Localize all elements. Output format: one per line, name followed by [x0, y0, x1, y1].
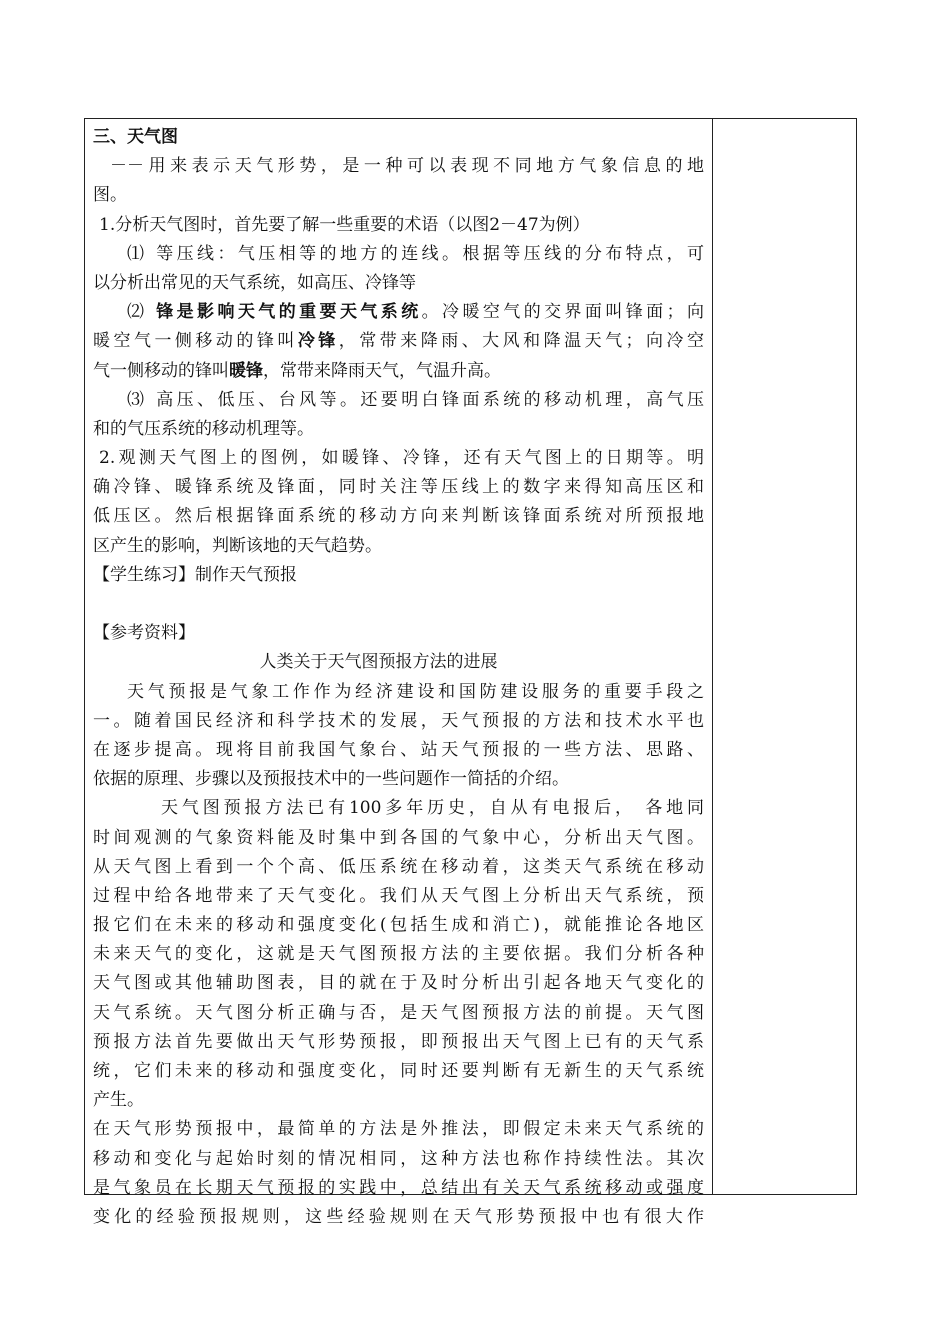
- reference-p2-line-10: 统，它们未来的移动和强度变化，同时还要判断有无新生的天气系统: [93, 1061, 704, 1081]
- student-practice-label: 【学生练习】制作天气预报: [93, 564, 297, 585]
- reference-p2-line-5: 报它们在未来的移动和强度变化(包括生成和消亡)，就能推论各地区: [93, 915, 704, 936]
- point1-item2-line-2: [93, 327, 704, 356]
- item2-l3-text-a: 气一侧移动的锋叫: [93, 360, 229, 381]
- reference-p2-line-3: 从天气图上看到一个个高、低压系统在移动着，这类天气系统在移动: [93, 856, 704, 877]
- item2-rest: 。冷暖空气的交界面叫锋面；向: [421, 302, 705, 323]
- reference-p2-line-7: 天气图或其他辅助图表，目的就在于及时分析出引起各地天气变化的: [93, 973, 704, 994]
- reference-p3-line-2: 移动和变化与起始时刻的情况相同，这种方法也称作持续性法。其次: [93, 1148, 704, 1169]
- notes-column-cell: [713, 119, 856, 1194]
- point1-item1-line-1: ⑴ 等压线：气压相等的地方的连线。根据等压线的分布特点，可: [127, 243, 704, 264]
- reference-p1-line-1: 天气预报是气象工作作为经济建设和国防建设服务的重要手段之: [127, 681, 704, 702]
- item2-number: ⑵: [127, 302, 157, 323]
- point1-item3-line-2: 和的气压系统的移动机理等。: [93, 418, 314, 439]
- section-heading: 三、天气图: [93, 127, 178, 147]
- point1-item2-line-3: [93, 357, 704, 386]
- reference-p3-line-3: 是气象员在长期天气预报的实践中，总结出有关天气系统移动或强度: [93, 1177, 704, 1198]
- point2-line-4: 区产生的影响，判断该地的天气趋势。: [93, 535, 382, 556]
- reference-p2-line-4: 过程中给各地带来了天气变化。我们从天气图上分析出天气系统，预: [93, 885, 704, 906]
- content-table: [84, 118, 857, 1227]
- warm-front-term: 暖锋: [229, 360, 263, 381]
- item2-l2-text-a: 暖空气一侧移动的锋叫: [93, 331, 298, 352]
- cold-front-term: 冷锋: [297, 331, 339, 352]
- reference-p2-line-9: 预报方法首先要做出天气形势预报，即预报出天气图上已有的天气系: [93, 1031, 704, 1052]
- intro-line-2: 图。: [93, 185, 127, 206]
- reference-p3-line-1: 在天气形势预报中，最简单的方法是外推法，即假定未来天气系统的: [93, 1119, 704, 1140]
- point1-item1-line-2: 以分析出常见的天气系统，如高压、冷锋等: [93, 272, 416, 293]
- reference-p3-line-4: 变化的经验预报规则，这些经验规则在天气形势预报中也有很大作: [93, 1206, 704, 1227]
- reference-p2-line-6: 未来天气的变化，这就是天气图预报方法的主要依据。我们分析各种: [93, 944, 704, 965]
- reference-p2-line-11: 产生。: [93, 1090, 144, 1111]
- point2-line-1: 2.观测天气图上的图例，如暖锋、冷锋，还有天气图上的日期等。明: [99, 448, 704, 469]
- intro-line-1: －－用来表示天气形势，是一种可以表现不同地方气象信息的地: [110, 156, 704, 177]
- point2-line-3: 低压区。然后根据锋面系统的移动方向来判断该锋面系统对所预报地: [93, 506, 704, 527]
- item2-l3-text-b: ，常带来降雨天气，气温升高。: [263, 360, 501, 381]
- reference-p1-line-2: 一。随着国民经济和科学技术的发展，天气预报的方法和技术水平也: [93, 710, 704, 731]
- reference-title: 人类关于天气图预报方法的进展: [259, 652, 498, 673]
- main-content-cell: [85, 119, 713, 1227]
- reference-p1-line-4: 依据的原理、步骤以及预报技术中的一些问题作一简括的介绍。: [93, 769, 569, 790]
- point1-item2-line-1: [93, 298, 704, 327]
- reference-p1-line-3: 在逐步提高。现将目前我国气象台、站天气预报的一些方法、思路、: [93, 739, 704, 760]
- reference-label: 【参考资料】: [93, 623, 195, 644]
- item2-l2-text-b: ，常带来降雨、大风和降温天气；向冷空: [338, 331, 705, 352]
- point1-line-1: 1.分析天气图时，首先要了解一些重要的术语（以图2－47为例）: [99, 214, 590, 235]
- point2-line-2: 确冷锋、暖锋系统及锋面，同时关注等压线上的数字来得知高压区和: [93, 477, 704, 498]
- front-emphasis: 锋是影响天气的重要天气系统: [156, 302, 422, 323]
- blank-line: [93, 590, 704, 619]
- reference-p2-line-8: 天气系统。天气图分析正确与否，是天气图预报方法的前提。天气图: [93, 1002, 704, 1023]
- reference-p2-line-2: 时间观测的气象资料能及时集中到各国的气象中心，分析出天气图。: [93, 827, 704, 848]
- point1-item3-line-1: ⑶ 高压、低压、台风等。还要明白锋面系统的移动机理，高气压: [127, 389, 704, 410]
- reference-p2-line-1: 天气图预报方法已有100多年历史，自从有电报后， 各地同: [161, 798, 704, 819]
